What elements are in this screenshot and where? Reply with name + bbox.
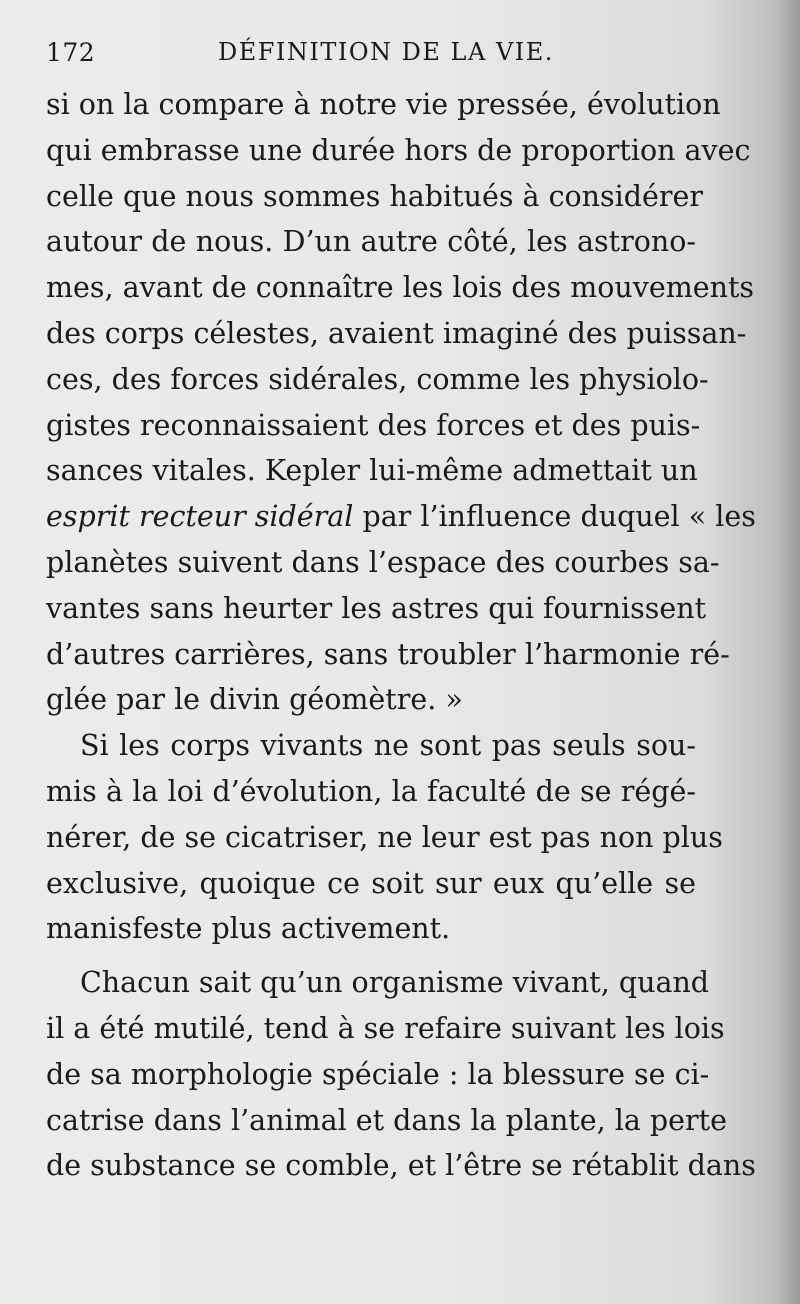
paragraph-start-line: Chacun sait qu’un organisme vivant, quand	[80, 966, 710, 1000]
text-line: des corps célestes, avaient imaginé des puissan-	[46, 316, 747, 350]
text-line: ces, des forces sidérales, comme les physiolo-	[46, 362, 709, 396]
text-line: nérer, de se cicatriser, ne leur est pas non plus	[46, 820, 723, 854]
paragraph-start-line: Si les corps vivants ne sont pas seuls sou-	[80, 729, 696, 763]
running-title: DÉFINITION DE LA VIE.	[218, 38, 554, 66]
text-line: autour de nous. D’un autre côté, les astrono-	[46, 225, 696, 259]
paragraph-end-line: manisfeste plus activement.	[46, 912, 451, 946]
text-line: si on la compare à notre vie pressée, évolution	[46, 88, 721, 121]
text-line-rest: par l’influence duquel « les	[353, 500, 756, 534]
page-header	[46, 38, 696, 78]
text-line: de sa morphologie spéciale : la blessure se ci-	[46, 1057, 710, 1091]
page-number: 172	[46, 38, 96, 67]
text-line: catrise dans l’animal et dans la plante, la perte	[46, 1103, 727, 1137]
text-line: vantes sans heurter les astres qui fournissent	[46, 591, 707, 625]
body-text	[46, 82, 756, 1189]
text-line: sances vitales. Kepler lui-même admettait un	[46, 454, 698, 488]
text-line: mis à la loi d’évolution, la faculté de se régé-	[46, 774, 696, 808]
text-line: d’autres carrières, sans troubler l’harmonie ré-	[46, 637, 730, 671]
text-line: mes, avant de connaître les lois des mouvements	[46, 271, 755, 305]
italic-phrase: esprit recteur sidéral	[46, 500, 354, 534]
text-line: planètes suivent dans l’espace des courbes sa-	[46, 545, 720, 579]
text-line-with-italic	[46, 494, 756, 540]
text-line: exclusive, quoique ce soit sur eux qu’elle se	[46, 866, 696, 900]
text-line: gistes reconnaissaient des forces et des puis-	[46, 408, 701, 442]
text-line: de substance se comble, et l’être se rétablit dans	[46, 1149, 756, 1183]
text-line: celle que nous sommes habitués à considérer	[46, 179, 704, 213]
paragraph-end-line: glée par le divin géomètre. »	[46, 683, 463, 717]
text-line: il a été mutilé, tend à se refaire suivant les lois	[46, 1011, 725, 1045]
paragraph-gap	[46, 952, 696, 960]
text-line: qui embrasse une durée hors de proportion avec	[46, 133, 751, 167]
